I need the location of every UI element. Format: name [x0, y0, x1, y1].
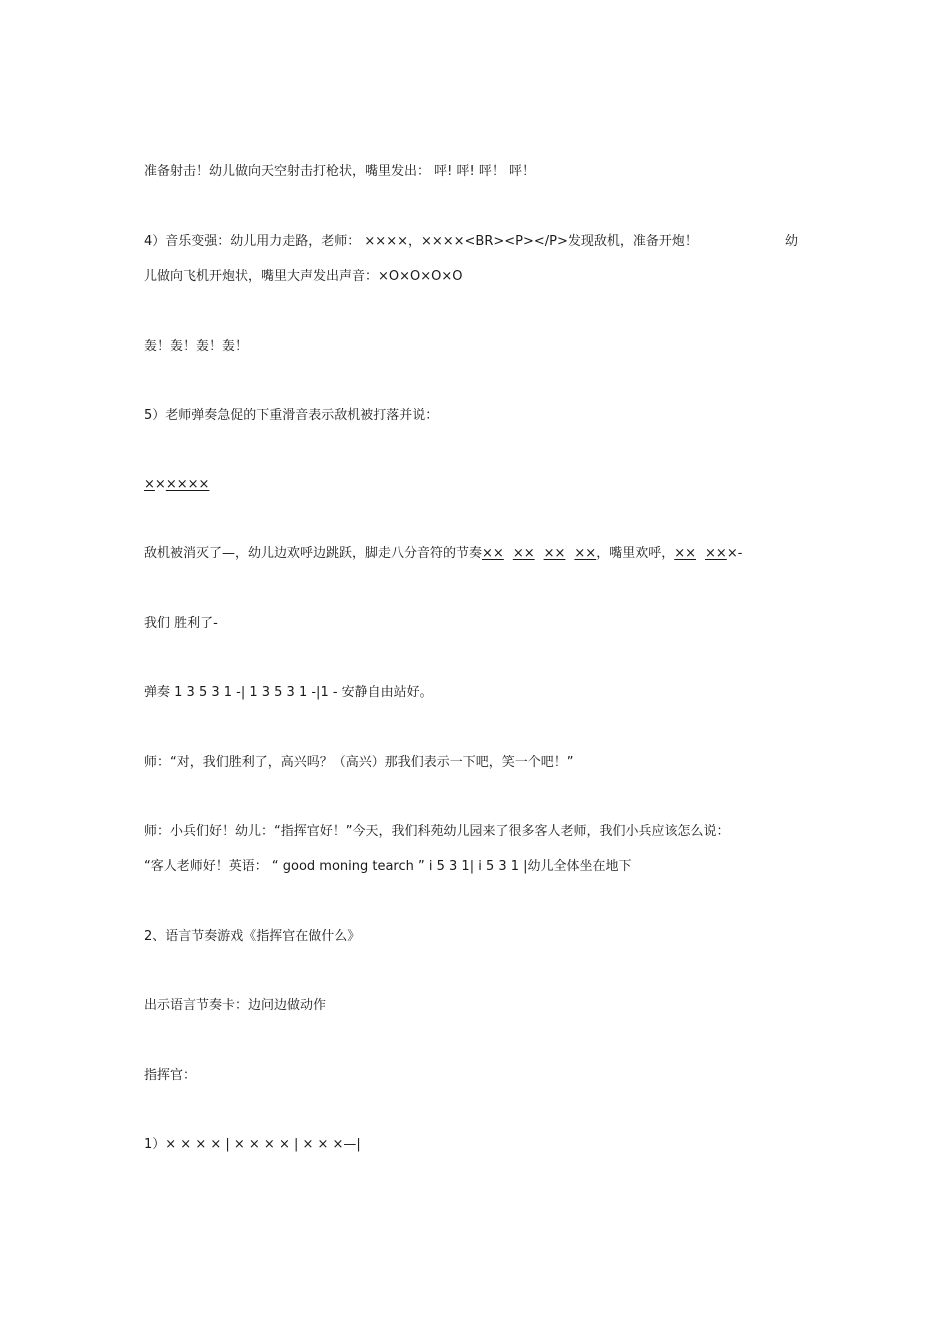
paragraph-boom: 轰！轰！轰！轰！	[144, 339, 249, 354]
paragraph-step-5: 5）老师弹奏急促的下重滑音表示敌机被打落并说：	[144, 408, 439, 423]
victory-text-3: ×-	[726, 546, 743, 561]
paragraph-greeting: 师：小兵们好！幼儿：“指挥官好！”今天，我们科苑幼儿园来了很多客人老师，我们小兵应该怎么说：	[144, 824, 730, 839]
paragraph-teacher-quote: 师：“对，我们胜利了，高兴吗？（高兴）那我们表示一下吧，笑一个吧！”	[144, 755, 574, 770]
rhythm-notation-1: 1）× × × × | × × × × | × × ×—|	[144, 1137, 361, 1152]
paragraph-step-4: 4）音乐变强：幼儿用力走路，老师： ××××，××××<BR><P></P>发现敌机，准备开炮！	[144, 234, 698, 249]
paragraph-commander: 指挥官：	[144, 1068, 197, 1083]
rhythm-group-2: ××	[512, 546, 535, 561]
rhythm-underlined-1: ×	[144, 477, 155, 492]
paragraph-we-won: 我们 胜利了-	[144, 616, 218, 631]
victory-text-2: ，嘴里欢呼，	[596, 546, 675, 561]
rhythm-group-3: ××	[543, 546, 566, 561]
paragraph-rhythm-card: 出示语言节奏卡：边问边做动作	[144, 998, 327, 1013]
rhythm-group-6: ××	[705, 546, 727, 561]
rhythm-group-5: ××	[674, 546, 697, 561]
paragraph-play-notes: 弹奏 1 3 5 3 1 -| 1 3 5 3 1 -|1 - 安静自由站好。	[144, 685, 433, 700]
rhythm-line	[144, 476, 209, 494]
section-heading-2: 2、语言节奏游戏《指挥官在做什么》	[144, 929, 361, 944]
victory-text-1: 敌机被消灭了—，幼儿边欢呼边跳跃，脚走八分音符的节奏	[144, 546, 483, 561]
rhythm-group-1: ××	[482, 546, 504, 561]
rhythm-underlined-2: ××××	[165, 477, 210, 492]
rhythm-plain: ×	[154, 477, 166, 492]
paragraph-shooting: 准备射击！幼儿做向天空射击打枪状，嘴里发出： 呯! 呯! 呯！ 呯！	[144, 164, 535, 179]
paragraph-step-4-cont: 儿做向飞机开炮状，嘴里大声发出声音：×O×O×O×O	[144, 269, 463, 284]
rhythm-group-4: ××	[574, 546, 597, 561]
paragraph-step-4-tail: 幼	[785, 234, 799, 249]
paragraph-greeting-cont: “客人老师好！英语： “ good moning tearch ” i 5 3 1| i 5 3 1 |幼儿全体坐在地下	[144, 859, 632, 874]
paragraph-victory-dance	[144, 545, 742, 563]
